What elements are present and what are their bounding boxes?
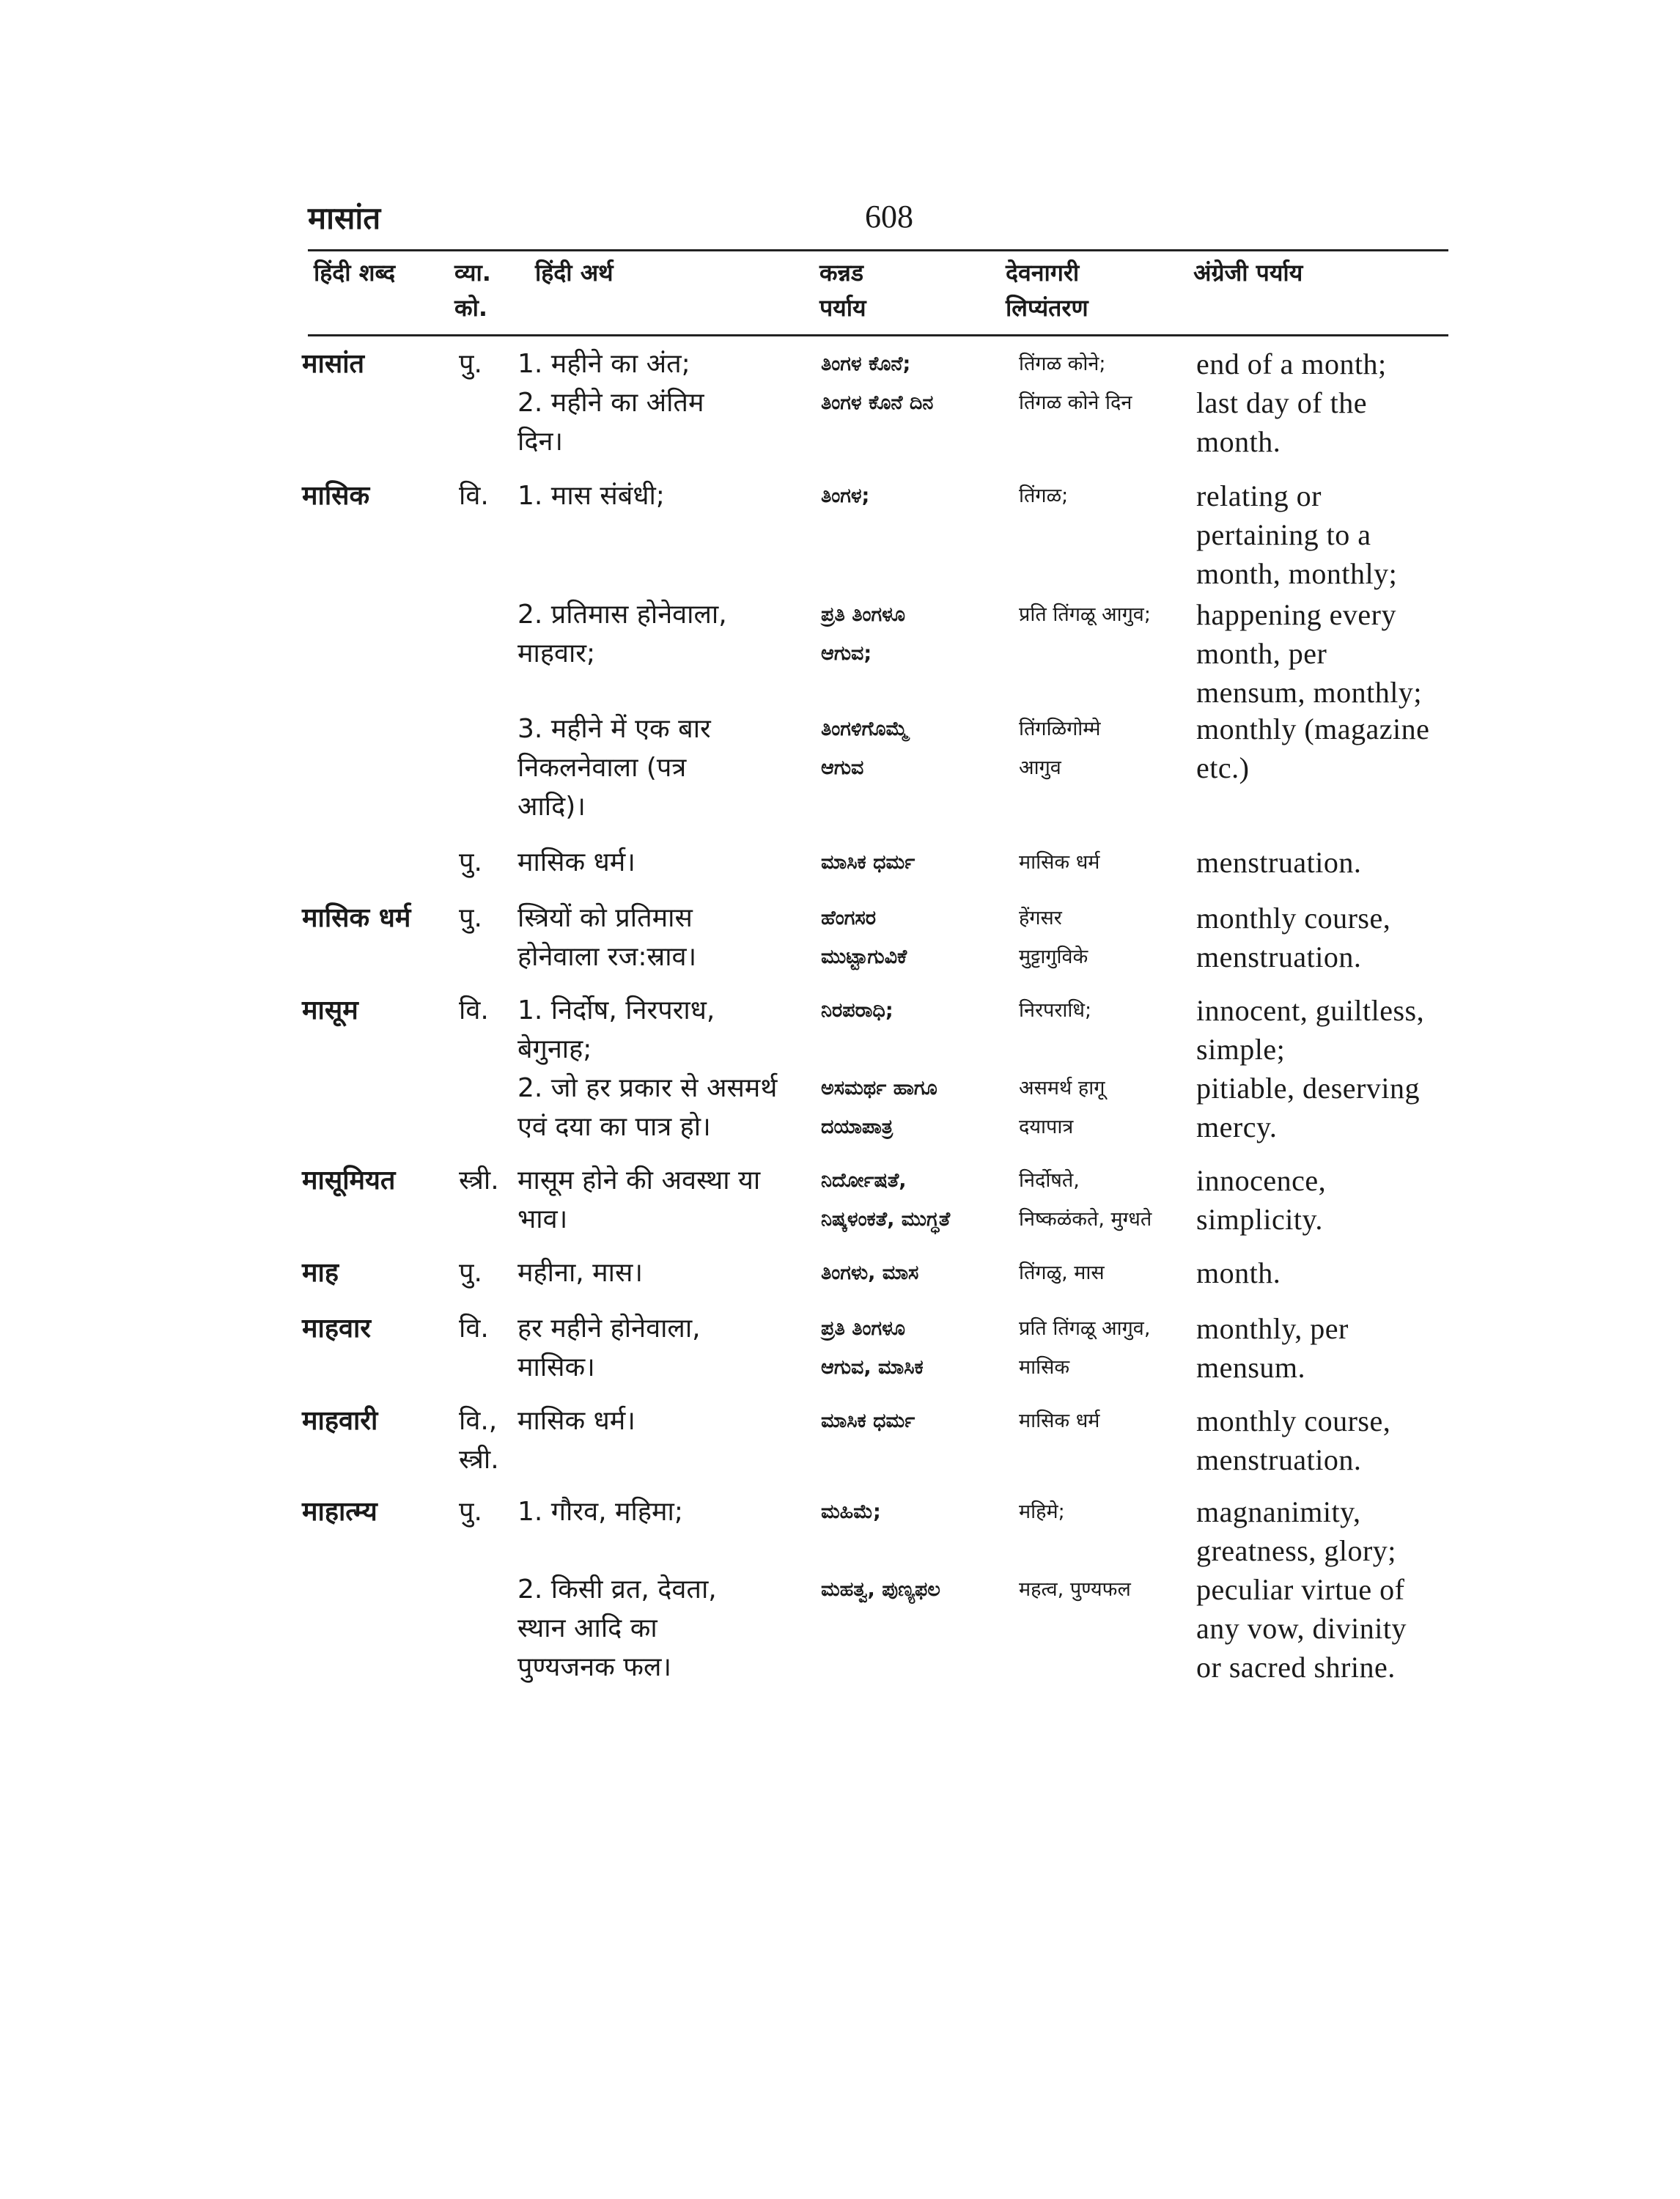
english-equivalent: monthly course, menstruation. (1196, 902, 1391, 973)
english-equivalent: happening every month, per mensum, monthly; (1196, 598, 1422, 709)
column-header-hindi-meaning: हिंदी अर्थ (535, 259, 614, 287)
hindi-meaning: मासिक धर्म। (517, 1406, 635, 1436)
kannada-equivalent: ತಿಂಗಳು, ಮಾಸ (821, 1261, 919, 1284)
devanagari-transliteration: मासिक धर्म (1019, 851, 1100, 874)
devanagari-transliteration: मासिक धर्म (1019, 1410, 1100, 1432)
grammar-tag: पु. (459, 847, 482, 877)
kannada-equivalent: ತಿಂಗಳ ಕೊನೆ; ತಿಂಗಳ ಕೊನೆ ದಿನ (821, 353, 934, 414)
kannada-equivalent: ಮಹತ್ವ, ಪುಣ್ಯಫಲ (821, 1578, 940, 1601)
kannada-equivalent: ಮಾಸಿಕ ಧರ್ಮ (821, 1410, 915, 1432)
english-equivalent: innocent, guiltless, simple; pitiable, deserving mercy. (1196, 994, 1425, 1143)
headword: मासूमियत (302, 1165, 396, 1196)
headword: मासांत (302, 349, 365, 379)
devanagari-transliteration: प्रति तिंगळू आगुव; (1019, 603, 1151, 626)
english-equivalent: end of a month; last day of the month. (1196, 347, 1387, 458)
hindi-meaning: 2. किसी व्रत, देवता, स्थान आदि का पुण्यजनक फल। (517, 1574, 717, 1682)
english-equivalent: innocence, simplicity. (1196, 1164, 1327, 1236)
grammar-tag: वि. (459, 481, 489, 511)
hindi-meaning: 1. मास संबंधी; (517, 481, 665, 511)
english-equivalent: monthly, per mensum. (1196, 1312, 1349, 1384)
devanagari-transliteration: निरपराधि; असमर्थ हागू दयापात्र (1019, 999, 1105, 1138)
devanagari-transliteration: तिंगळिगोम्मे आगुव (1019, 718, 1101, 779)
devanagari-transliteration: निर्दोषते, निष्कळंकते, मुग्धते (1019, 1169, 1152, 1231)
devanagari-transliteration: तिंगळ; (1019, 485, 1069, 507)
grammar-tag: पु. (459, 903, 482, 933)
kannada-equivalent: ನಿರ್ದೋಷತೆ, ನಿಷ್ಕಳಂಕತೆ, ಮುಗ್ಧತೆ (821, 1169, 951, 1231)
devanagari-transliteration: महत्व, पुण्यफल (1019, 1578, 1131, 1601)
english-equivalent: relating or pertaining to a month, monthly; (1196, 479, 1398, 590)
kannada-equivalent: ತಿಂಗಳಿಗೊಮ್ಮೆ ಆಗುವ (821, 718, 908, 779)
hindi-meaning: 1. महीने का अंत; 2. महीने का अंतिम दिन। (517, 349, 704, 457)
hindi-meaning: 1. गौरव, महिमा; (517, 1497, 683, 1527)
english-equivalent: menstruation. (1196, 846, 1362, 879)
hindi-meaning: 1. निर्दोष, निरपराध, बेगुनाह; 2. जो हर प्रकार से असमर्थ एवं दया का पात्र हो। (517, 995, 778, 1142)
hindi-meaning: स्त्रियों को प्रतिमास होनेवाला रज:स्राव। (517, 903, 697, 972)
english-equivalent: month. (1196, 1256, 1281, 1289)
devanagari-transliteration: प्रति तिंगळू आगुव, मासिक (1019, 1317, 1151, 1379)
kannada-equivalent: ಹೆಂಗಸರ ಮುಟ್ಟಾಗುವಿಕೆ (821, 907, 907, 968)
hindi-meaning: 2. प्रतिमास होनेवाला, माहवार; (517, 600, 727, 668)
header-rule-bottom (308, 334, 1448, 336)
hindi-meaning: महीना, मास। (517, 1258, 643, 1288)
headword: माहवार (302, 1314, 372, 1344)
headword: मासिक धर्म (302, 903, 411, 933)
running-head: मासांत (308, 200, 381, 236)
headword: माहात्म्य (302, 1497, 377, 1527)
headword: मासिक (302, 481, 370, 511)
grammar-tag: पु. (459, 1497, 482, 1527)
hindi-meaning: 3. महीने में एक बार निकलनेवाला (पत्र आदि)। (517, 714, 711, 822)
hindi-meaning: मासिक धर्म। (517, 847, 635, 877)
english-equivalent: peculiar virtue of any vow, divinity or sacred shrine. (1196, 1573, 1407, 1684)
column-header-english: अंग्रेजी पर्याय (1193, 259, 1303, 287)
hindi-meaning: हर महीने होनेवाला, मासिक। (517, 1314, 701, 1382)
hindi-meaning: मासूम होने की अवस्था या भाव। (517, 1165, 761, 1234)
grammar-tag: पु. (459, 1258, 482, 1288)
column-header-hindi-word: हिंदी शब्द (314, 259, 396, 287)
kannada-equivalent: ಮಾಸಿಕ ಧರ್ಮ (821, 851, 915, 874)
headword: माहवारी (302, 1406, 378, 1436)
headword: मासूम (302, 995, 358, 1025)
english-equivalent: monthly course, menstruation. (1196, 1404, 1391, 1476)
header-rule-top (308, 249, 1448, 251)
english-equivalent: magnanimity, greatness, glory; (1196, 1495, 1396, 1567)
english-equivalent: monthly (magazine etc.) (1196, 712, 1430, 784)
devanagari-transliteration: महिमे; (1019, 1500, 1065, 1523)
devanagari-transliteration: तिंगळ कोने; तिंगळ कोने दिन (1019, 353, 1132, 414)
page-number: 608 (865, 199, 913, 235)
grammar-tag: वि., स्त्री. (459, 1406, 499, 1475)
kannada-equivalent: ನಿರಪರಾಧಿ; ಅಸಮರ್ಥ ಹಾಗೂ ದಯಾಪಾತ್ರ (821, 999, 937, 1138)
column-header-grammar: व्या. को. (454, 259, 491, 322)
grammar-tag: वि. (459, 995, 489, 1025)
kannada-equivalent: ಪ್ರತಿ ತಿಂಗಳೂ ಆಗುವ, ಮಾಸಿಕ (821, 1317, 924, 1379)
headword: माह (302, 1258, 339, 1288)
grammar-tag: स्त्री. (459, 1165, 499, 1196)
grammar-tag: वि. (459, 1314, 489, 1344)
column-header-kannada: कन्नड पर्याय (819, 259, 866, 322)
kannada-equivalent: ಪ್ರತಿ ತಿಂಗಳೂ ಆಗುವ; (821, 603, 905, 665)
devanagari-transliteration: हेंगसर मुट्टागुविके (1019, 907, 1088, 968)
grammar-tag: पु. (459, 349, 482, 379)
column-header-devanagari: देवनागरी लिप्यंतरण (1006, 259, 1088, 322)
kannada-equivalent: ಮಹಿಮೆ; (821, 1500, 881, 1523)
devanagari-transliteration: तिंगळु, मास (1019, 1261, 1105, 1284)
kannada-equivalent: ತಿಂಗಳ; (821, 485, 870, 507)
